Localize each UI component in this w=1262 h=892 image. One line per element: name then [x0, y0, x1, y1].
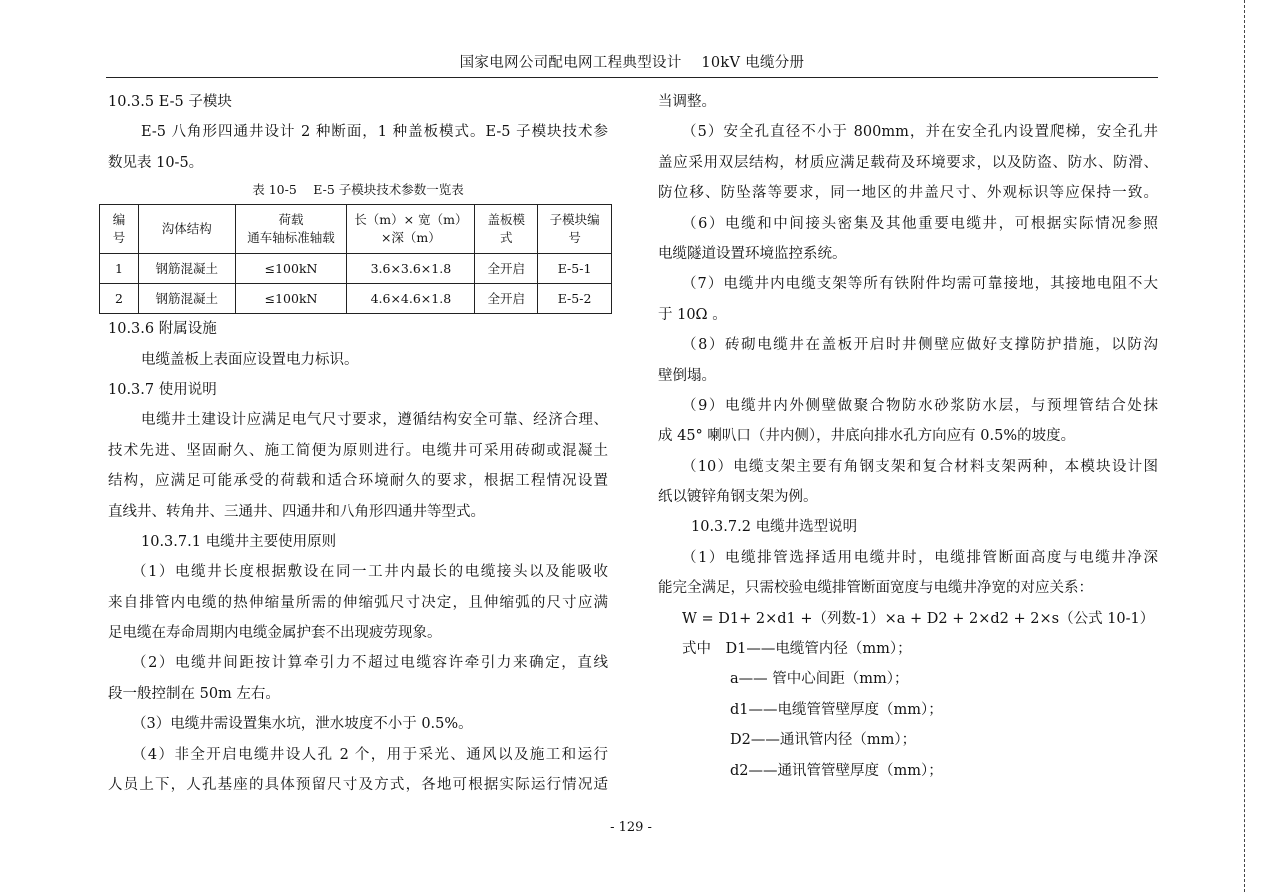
- table-cell: 钢筋混凝土: [138, 254, 235, 284]
- header-cell: 长（m）× 宽（m） ×深（m）: [347, 205, 475, 254]
- right-column: [658, 87, 1158, 786]
- table-row: [100, 254, 612, 284]
- table-cell: 3.6×3.6×1.8: [347, 254, 475, 284]
- section-heading: 10.3.5 E-5 子模块: [108, 94, 232, 110]
- paragraph-line: （7）电缆井内电缆支架等所有铁附件均需可靠接地，其接地电阻不大: [682, 276, 1158, 293]
- paragraph-line: E-5 八角形四通井设计 2 种断面，1 种盖板模式。E-5 子模块技术参: [141, 124, 608, 141]
- table-cell: 1: [100, 254, 139, 284]
- paragraph-line: 电缆盖板上表面应设置电力标识。: [141, 351, 359, 368]
- subsection-heading: 10.3.7.1 电缆井主要使用原则: [141, 533, 337, 550]
- paragraph-line: 于 10Ω 。: [658, 306, 727, 323]
- paragraph-line: （1）电缆井长度根据敷设在同一工井内最长的电缆接头以及能吸收: [132, 564, 608, 581]
- table-cell: 钢筋混凝土: [138, 284, 235, 314]
- binding-edge: [1244, 0, 1259, 892]
- header-cell: 子模块编 号: [538, 205, 612, 254]
- paragraph-line: 成 45° 喇叭口（井内侧），井底向排水孔方向应有 0.5%的坡度。: [658, 428, 1076, 445]
- paragraph-line: （9）电缆井内外侧壁做聚合物防水砂浆防水层，与预埋管结合处抹: [682, 397, 1158, 414]
- paragraph-line: 结构，应满足可能承受的荷载和适合环境耐久的要求，根据工程情况设置: [108, 473, 608, 490]
- paragraph-line: 段一般控制在 50m 左右。: [108, 685, 280, 702]
- definition-line: d1——电缆管管壁厚度（mm）；: [730, 701, 943, 718]
- paragraph-line: 技术先进、坚固耐久、施工简便为原则进行。电缆井可采用砖砌或混凝土: [108, 442, 608, 459]
- table-cell: 全开启: [475, 284, 538, 314]
- table-cell: 4.6×4.6×1.8: [347, 284, 475, 314]
- left-column: [108, 87, 608, 800]
- paragraph-line: 盖应采用双层结构，材质应满足载荷及环境要求，以及防盗、防水、防滑、: [658, 154, 1158, 171]
- paragraph-line: 纸以镀锌角钢支架为例。: [658, 489, 818, 506]
- paragraph-line: 足电缆在寿命周期内电缆金属护套不出现疲劳现象。: [108, 625, 442, 642]
- paragraph-line: （4）非全开启电缆井设人孔 2 个，用于采光、通风以及施工和运行: [132, 746, 608, 763]
- paragraph-line: 电缆隧道设置环境监控系统。: [658, 245, 847, 262]
- paragraph-line: （8）砖砌电缆井在盖板开启时井侧壁应做好支撑防护措施，以防沟: [682, 337, 1158, 354]
- paragraph-line: 来自排管内电缆的热伸缩量所需的伸缩弧尺寸决定，且伸缩弧的尺寸应满: [108, 594, 608, 611]
- definition-line: 式中 D1——电缆管内径（mm）；: [682, 641, 912, 658]
- subsection-heading: 10.3.7.2 电缆井选型说明: [691, 519, 858, 536]
- paragraph-line: 人员上下，人孔基座的具体预留尺寸及方式，各地可根据实际运行情况适: [108, 777, 608, 794]
- paragraph-line: （5）安全孔直径不小于 800mm，并在安全孔内设置爬梯，安全孔井: [682, 124, 1158, 141]
- definition-line: D2——通讯管内径（mm）；: [730, 732, 917, 749]
- paragraph-line: 防位移、防坠落等要求，同一地区的井盖尺寸、外观标识等应保持一致。: [658, 185, 1158, 202]
- table-header-row: [100, 205, 612, 254]
- header-cell: 荷载 通车轴标准轴载: [235, 205, 347, 254]
- header-cell: 盖板模 式: [475, 205, 538, 254]
- page-header: 国家电网公司配电网工程典型设计 10kV 电缆分册: [459, 55, 805, 71]
- paragraph-line: （3）电缆井需设置集水坑，泄水坡度不小于 0.5%。: [132, 716, 473, 733]
- table-cell: 全开启: [475, 254, 538, 284]
- header-cell: 沟体结构: [138, 205, 235, 254]
- paragraph-line: （2）电缆井间距按计算牵引力不超过电缆容许牵引力来确定，直线: [132, 655, 608, 672]
- paragraph-line: 能完全满足，只需校验电缆排管断面宽度与电缆井净宽的对应关系：: [658, 580, 1093, 597]
- table-cell: ≤100kN: [235, 254, 347, 284]
- table-cell: E-5-1: [538, 254, 612, 284]
- definition-line: a—— 管中心间距（mm）；: [730, 671, 909, 688]
- paragraph-line: （6）电缆和中间接头密集及其他重要电缆井，可根据实际情况参照: [682, 215, 1158, 232]
- paragraph-line: 电缆井土建设计应满足电气尺寸要求，遵循结构安全可靠、经济合理、: [141, 412, 608, 429]
- paragraph-line: （1）电缆排管选择适用电缆井时，电缆排管断面高度与电缆井净深: [682, 549, 1158, 566]
- table-cell: 2: [100, 284, 139, 314]
- page-number: - 129 -: [610, 820, 652, 835]
- table-row: [100, 284, 612, 314]
- formula: W = D1+ 2×d1 +（列数-1）×a + D2 + 2×d2 + 2×s（公式 10-1）: [682, 610, 1155, 627]
- header-cell: 编 号: [100, 205, 139, 254]
- section-heading: 10.3.7 使用说明: [108, 381, 217, 398]
- section-heading: 10.3.6 附属设施: [108, 321, 217, 338]
- header-rule: [106, 77, 1158, 78]
- table-cell: ≤100kN: [235, 284, 347, 314]
- definition-line: d2——通讯管管壁厚度（mm）；: [730, 762, 943, 779]
- paragraph-line: 当调整。: [658, 94, 716, 110]
- table-caption: 表 10-5 E-5 子模块技术参数一览表: [252, 182, 464, 198]
- paragraph-line: 壁倒塌。: [658, 367, 716, 384]
- paragraph-line: （10）电缆支架主要有角钢支架和复合材料支架两种，本模块设计图: [682, 458, 1158, 475]
- paragraph-line: 数见表 10-5。: [108, 154, 204, 171]
- spec-table: [99, 204, 612, 314]
- paragraph-line: 直线井、转角井、三通井、四通井和八角形四通井等型式。: [108, 503, 485, 520]
- table-cell: E-5-2: [538, 284, 612, 314]
